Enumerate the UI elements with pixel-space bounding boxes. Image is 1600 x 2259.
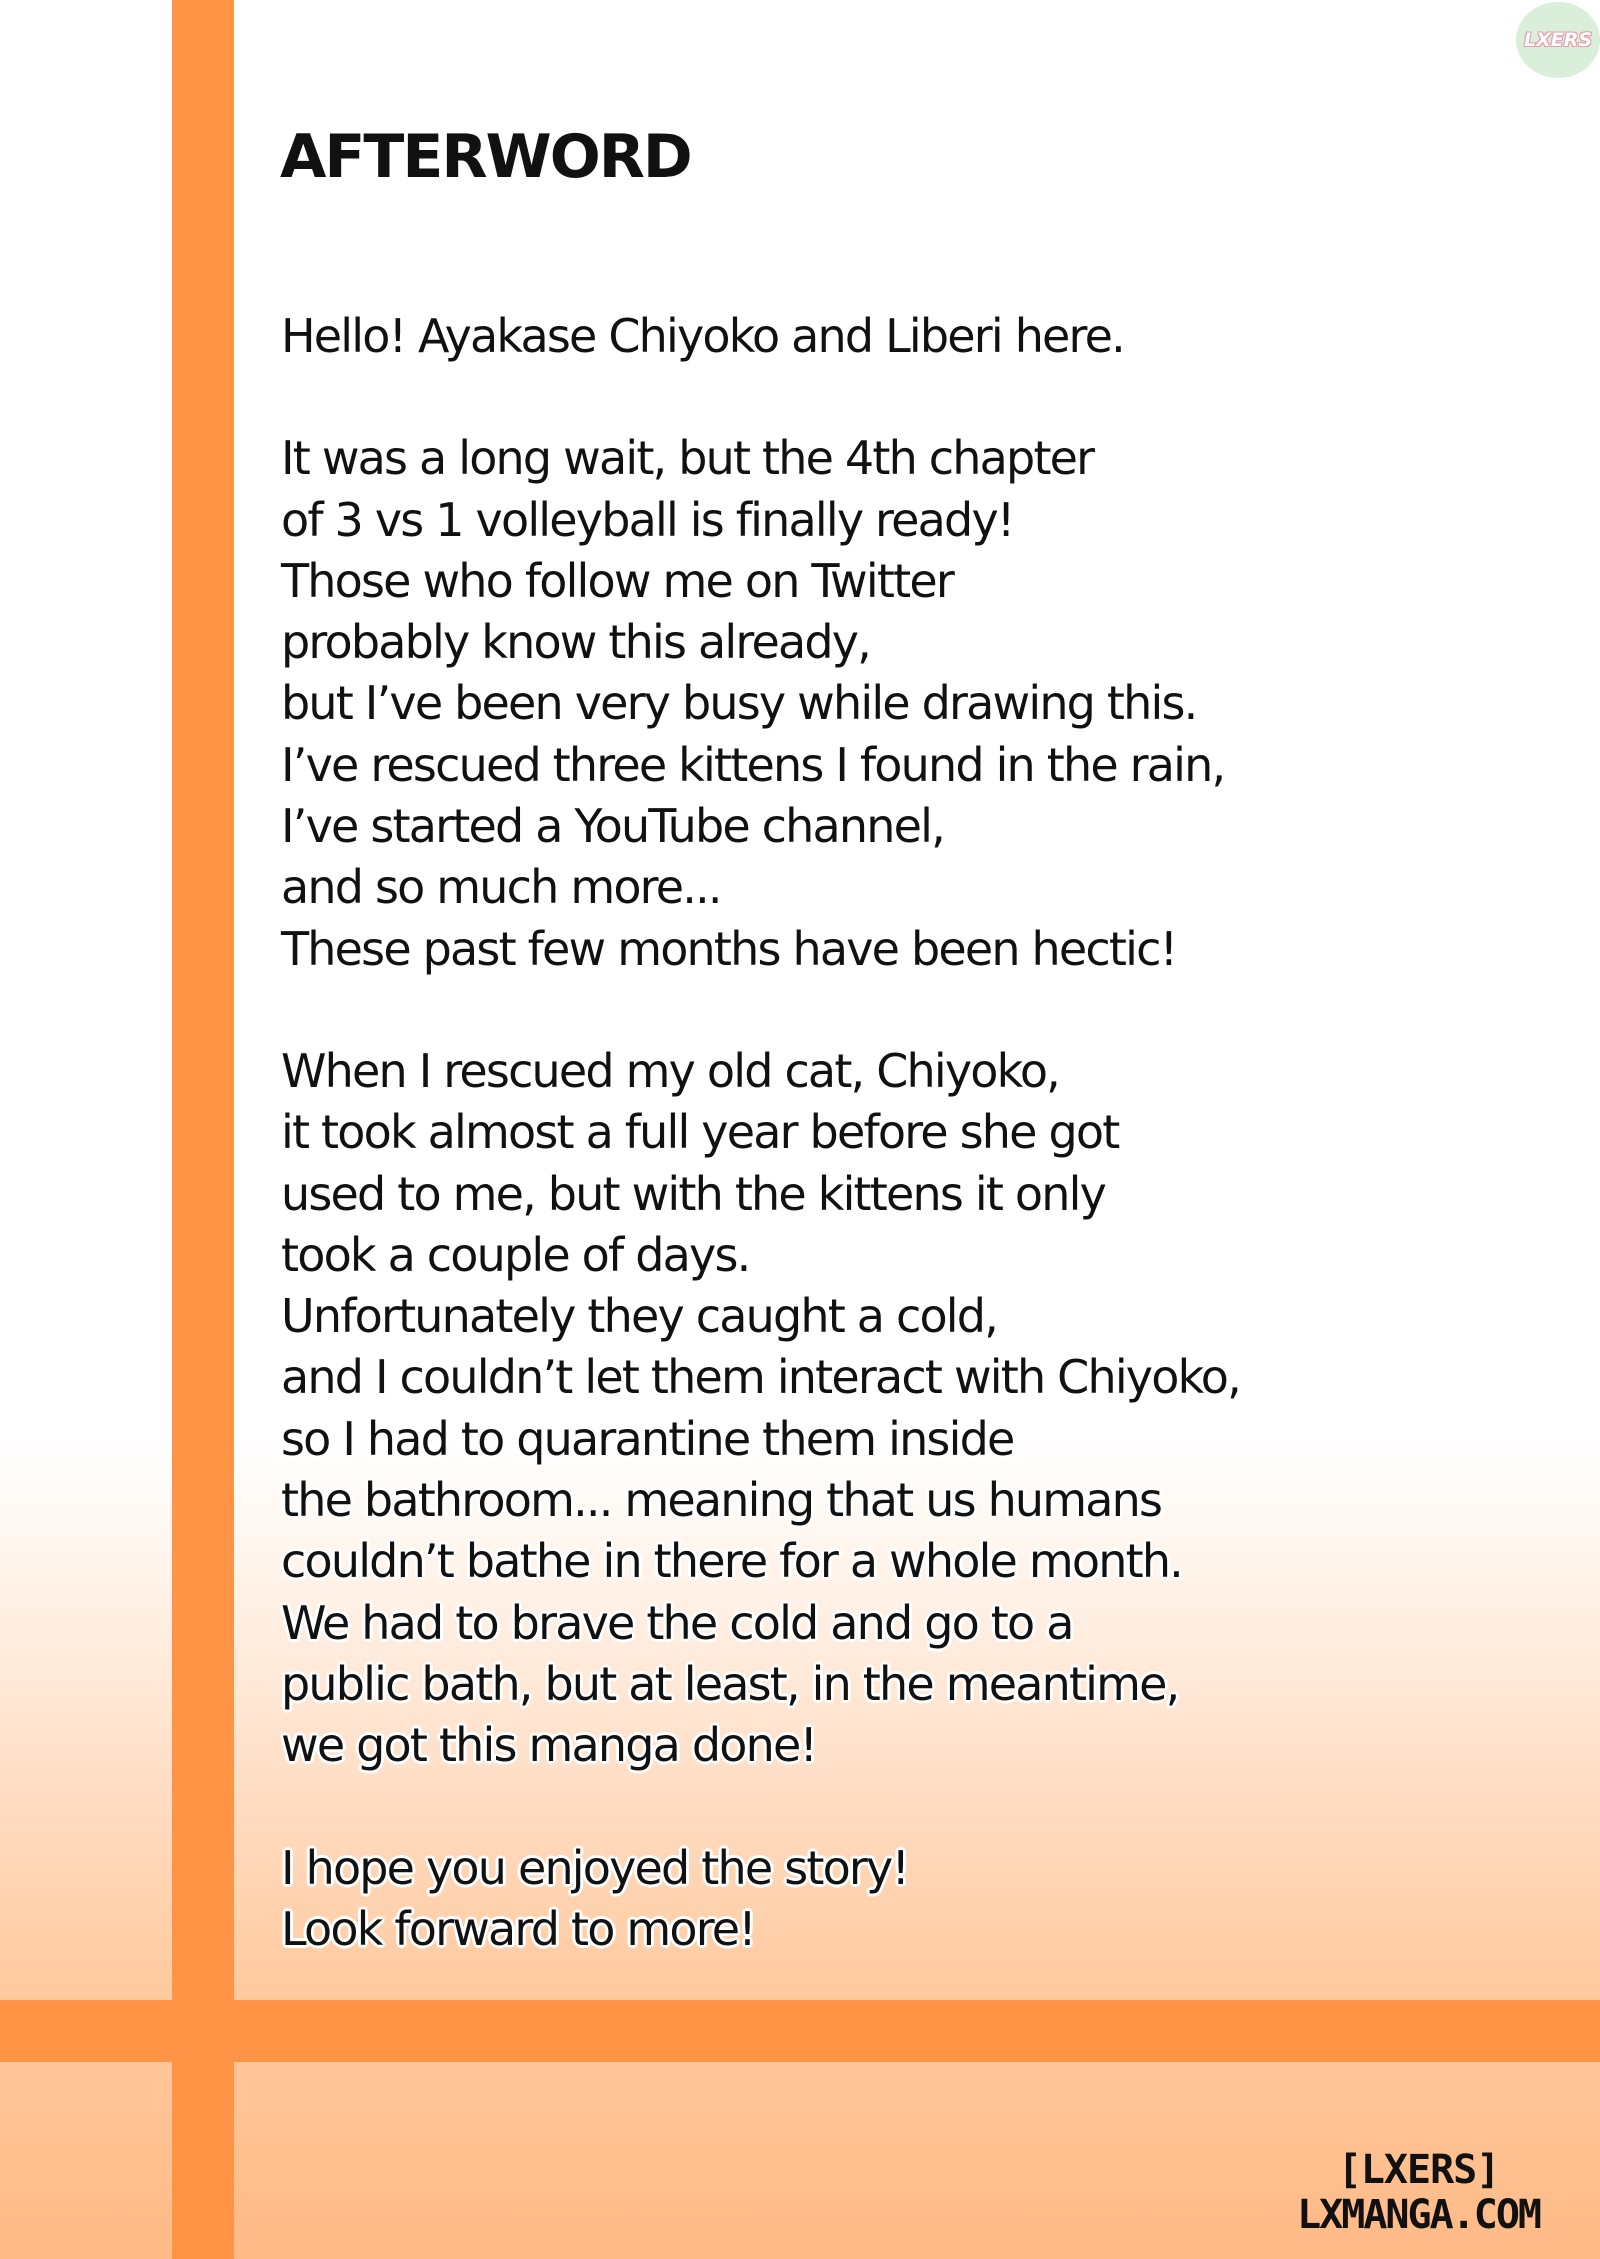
text-line: Look forward to more! (281, 1901, 755, 1956)
text-line: used to me, but with the kittens it only (281, 1166, 1106, 1221)
text-line: Those who follow me on Twitter (281, 553, 953, 608)
text-line: it took almost a full year before she got (281, 1105, 1119, 1160)
footer-watermark (1297, 2148, 1540, 2238)
footer-site-line: LXMANGA.COM (1297, 2192, 1540, 2238)
afterword-body (281, 306, 1581, 2021)
paragraph-3 (281, 1041, 1581, 1777)
paragraph-1 (281, 306, 1581, 367)
paragraph-2 (281, 428, 1581, 980)
text-line: Hello! Ayakase Chiyoko and Liberi here. (281, 309, 1124, 363)
lxers-logo-badge (1516, 2, 1600, 78)
paragraph-4 (281, 1838, 1581, 1961)
text-line: We had to brave the cold and go to a (281, 1595, 1073, 1650)
text-line: I’ve started a YouTube channel, (281, 799, 944, 854)
text-line: Unfortunately they caught a cold, (281, 1289, 997, 1344)
page-title: AFTERWORD (280, 122, 691, 192)
text-line: but I’ve been very busy while drawing this. (281, 676, 1197, 731)
orange-vertical-stripe (172, 0, 234, 2259)
text-line: When I rescued my old cat, Chiyoko, (281, 1043, 1059, 1098)
text-line: of 3 vs 1 volleyball is finally ready! (281, 492, 1014, 547)
text-line: These past few months have been hectic! (281, 921, 1177, 976)
text-line: couldn’t bathe in there for a whole month. (281, 1534, 1183, 1589)
text-line: It was a long wait, but the 4th chapter (281, 431, 1094, 486)
footer-tag-line: [LXERS] (1337, 2147, 1500, 2193)
text-line: the bathroom... meaning that us humans (281, 1473, 1162, 1528)
text-line: probably know this already, (281, 615, 870, 670)
lxers-logo-text: LXERS (1523, 29, 1593, 51)
text-line: I hope you enjoyed the story! (281, 1840, 909, 1895)
text-line: and so much more... (281, 860, 721, 915)
text-line: public bath, but at least, in the meantime, (281, 1656, 1179, 1711)
text-line: took a couple of days. (281, 1227, 750, 1282)
text-line: I’ve rescued three kittens I found in the rain, (281, 737, 1225, 792)
text-line: we got this manga done! (281, 1718, 817, 1773)
text-line: so I had to quarantine them inside (281, 1411, 1014, 1466)
text-line: and I couldn’t let them interact with Chiyoko, (281, 1350, 1240, 1405)
